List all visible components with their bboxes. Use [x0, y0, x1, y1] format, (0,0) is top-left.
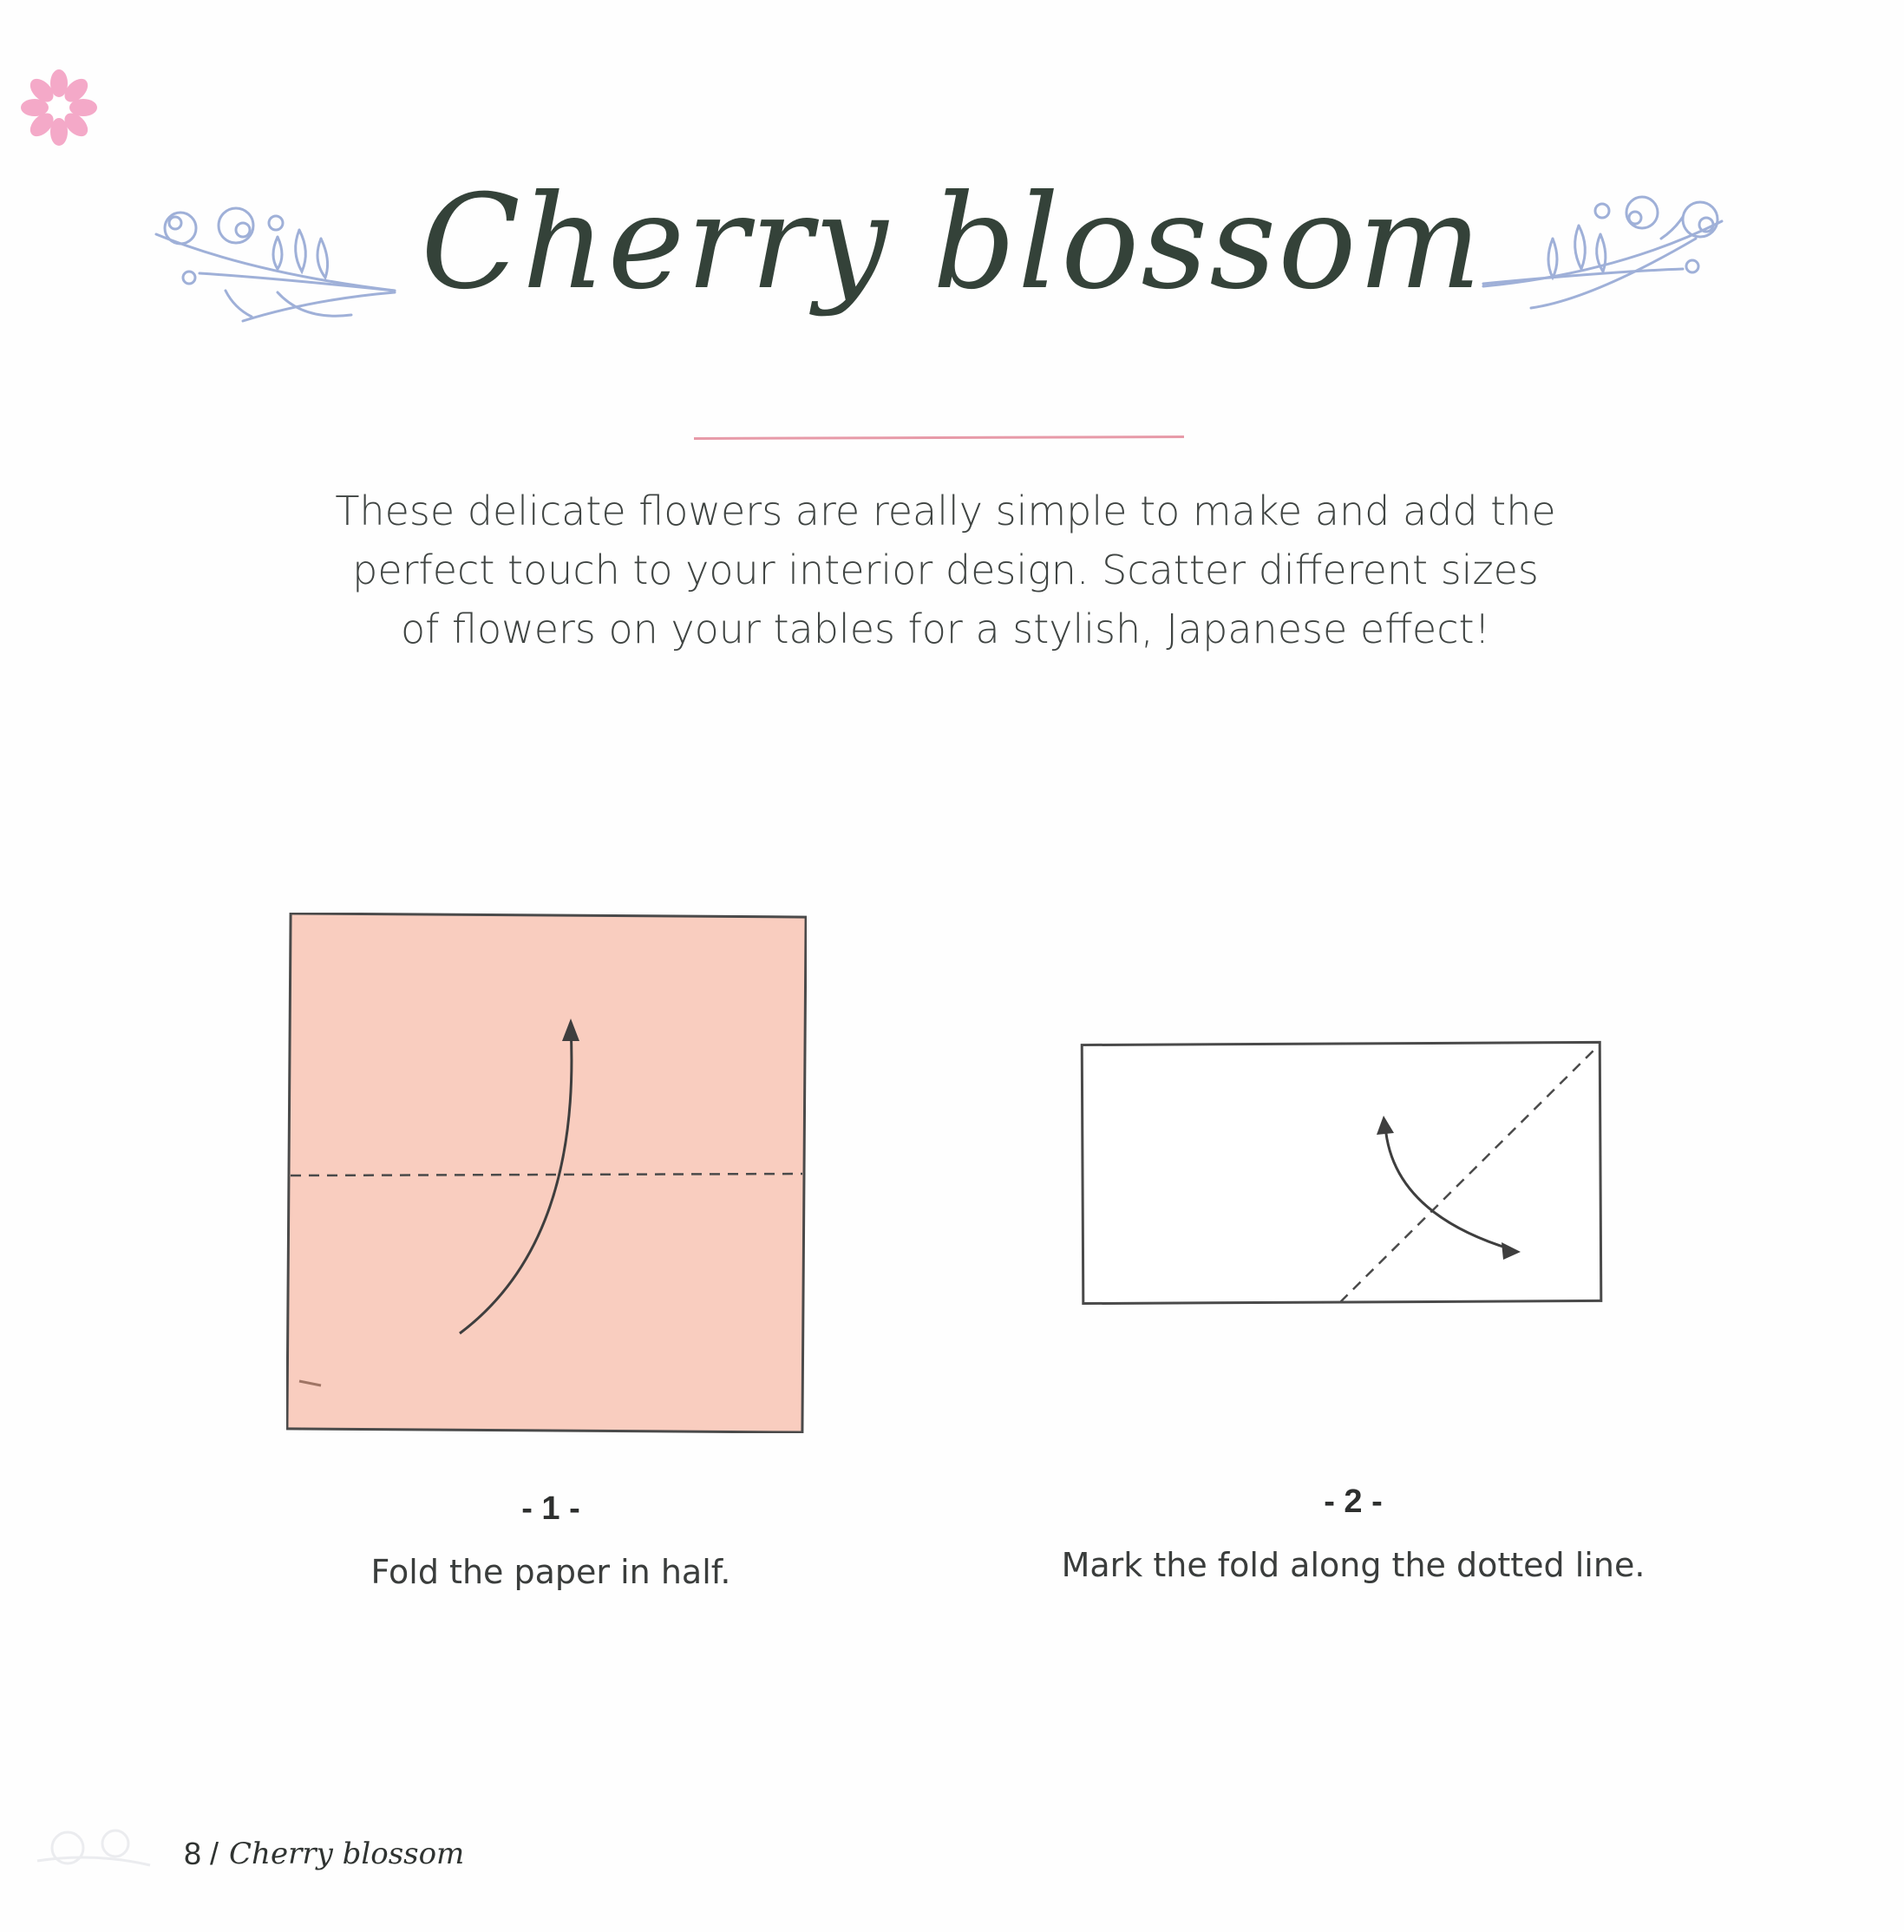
intro-line: perfect touch to your interior design. Scatter different sizes [352, 547, 1539, 593]
faded-flower-icon [33, 1817, 154, 1878]
rectangle-diagonal-fold-icon [1080, 1039, 1605, 1308]
step-instruction: Fold the paper in half. [370, 1553, 731, 1591]
step-number: - 2 - [1324, 1483, 1383, 1520]
page-number: 8 / [184, 1836, 219, 1871]
step-instruction: Mark the fold along the dotted line. [1061, 1546, 1646, 1584]
cherry-blossom-icon [19, 68, 99, 147]
step-number: - 1 - [521, 1490, 580, 1527]
page-title: Cherry blossom [421, 167, 1483, 318]
square-paper-fold-icon [286, 913, 807, 1433]
page-footer [184, 1832, 464, 1876]
footer-chapter-title: Cherry blossom [229, 1837, 465, 1871]
intro-paragraph [295, 481, 1596, 658]
intro-line: These delicate flowers are really simple to make and add the [335, 488, 1556, 534]
intro-line: of flowers on your tables for a stylish, Japanese effect! [401, 606, 1490, 652]
floral-sprig-right-icon [1479, 187, 1731, 325]
title-divider [694, 436, 1184, 440]
